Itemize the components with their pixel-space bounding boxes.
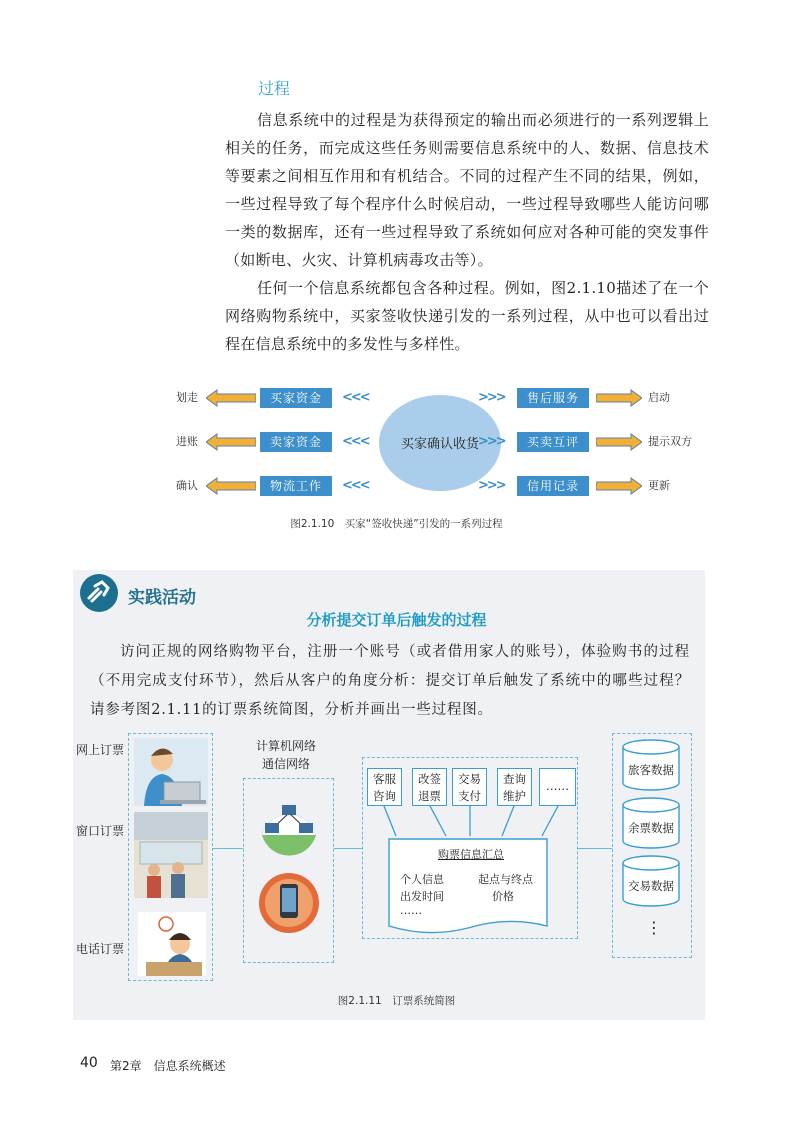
phone-call-illustration [138, 912, 206, 976]
figure-caption: 图2.1.11 订票系统简图 [337, 995, 456, 1007]
right-out-label: 启动 [648, 391, 670, 404]
right-box: 售后服务 [517, 388, 589, 408]
summary-item: 出发时间 [400, 890, 444, 903]
channel-phone: 电话订票 [76, 942, 125, 956]
ticket-window-illustration [134, 812, 208, 898]
left-arrow-icon [206, 477, 256, 495]
service-connectors [362, 806, 578, 842]
service-box: 改签 退票 [412, 768, 447, 806]
summary-item: 起点与终点 [478, 873, 533, 886]
mobile-phone-icon [256, 870, 322, 936]
right-chevrons: >>> [478, 390, 505, 405]
summary-title: 购票信息汇总 [438, 848, 504, 861]
service-box: 交易 支付 [452, 768, 487, 806]
left-chevrons: <<< [342, 478, 369, 493]
database-label: 旅客数据 [628, 763, 674, 777]
connector-line [578, 848, 612, 849]
service-box-more: …… [539, 768, 576, 806]
right-box: 买卖互评 [517, 432, 589, 452]
summary-item: …… [400, 904, 422, 917]
left-out-label: 进账 [176, 435, 198, 448]
person-laptop-illustration [134, 738, 208, 806]
left-out-label: 划走 [176, 391, 198, 404]
right-chevrons: >>> [478, 478, 505, 493]
activity-text: 访问正规的网络购物平台，注册一个账号（或者借用家人的账号），体验购书的过程（不用完成支付环节），然后从客户的角度分析：提交订单后触发了系统中的哪些过程？请参考图2.1.11的订票系统简图，分析并画出一些过程图。 [90, 644, 690, 718]
database-label: 交易数据 [628, 879, 674, 893]
center-label: 买家确认收货 [400, 437, 479, 452]
section-title: 过程 [258, 79, 291, 98]
network-label-2: 通信网络 [262, 757, 311, 771]
body-paragraph-2: 任何一个信息系统都包含各种过程。例如，图2.1.10描述了在一个网络购物系统中，买家签收快递引发的一系列过程，从中也可以看出过程在信息系统中的多发性与多样性。 [225, 279, 709, 353]
left-chevrons: <<< [342, 390, 369, 405]
body-paragraph-1: 信息系统中的过程是为获得预定的输出而必须进行的一系列逻辑上相关的任务，而完成这些任务则需要信息系统中的人、数据、信息技术等要素之间相互作用和有机结合。不同的过程产生不同的结果，例如，一些过程导致了每个程序什么时候启动，一些过程导致哪些人能访问哪一类的数据库，还有一些过程导致了系统如何应对各种可能的突发事件（如断电、火灾、计算机病毒攻击等）。 [225, 111, 709, 269]
activity-subtitle: 分析提交订单后触发的过程 [306, 611, 487, 629]
network-label-1: 计算机网络 [256, 739, 317, 753]
service-box: 客服 咨询 [367, 768, 402, 806]
right-out-label: 更新 [648, 479, 670, 492]
database-more: ⋮ [646, 918, 662, 937]
activity-icon [78, 572, 120, 614]
left-chevrons: <<< [342, 434, 369, 449]
page-number: 40 [80, 1055, 98, 1071]
channel-window: 窗口订票 [76, 824, 125, 838]
left-arrow-icon [206, 389, 256, 407]
right-out-label: 提示双方 [648, 435, 692, 448]
right-box: 信用记录 [517, 476, 589, 496]
figure-caption: 图2.1.10 买家“签收快递”引发的一系列过程 [290, 518, 503, 530]
database-label: 余票数据 [628, 821, 674, 835]
channel-online: 网上订票 [76, 743, 125, 757]
right-arrow-icon [596, 477, 642, 495]
network-icon [256, 795, 322, 861]
summary-item: 价格 [492, 890, 514, 903]
left-out-label: 确认 [176, 479, 198, 492]
connector-line [213, 848, 243, 849]
summary-item: 个人信息 [400, 873, 444, 886]
right-arrow-icon [596, 389, 642, 407]
left-box: 物流工作 [260, 476, 332, 496]
activity-title: 实践活动 [128, 588, 196, 608]
left-box: 卖家资金 [260, 432, 332, 452]
right-chevrons: >>> [478, 434, 505, 449]
left-arrow-icon [206, 433, 256, 451]
right-arrow-icon [596, 433, 642, 451]
figure-2-1-10 [160, 378, 720, 508]
connector-line [334, 848, 362, 849]
service-box: 查询 维护 [497, 768, 532, 806]
chapter-title: 第2章 信息系统概述 [110, 1059, 226, 1073]
left-box: 买家资金 [260, 388, 332, 408]
